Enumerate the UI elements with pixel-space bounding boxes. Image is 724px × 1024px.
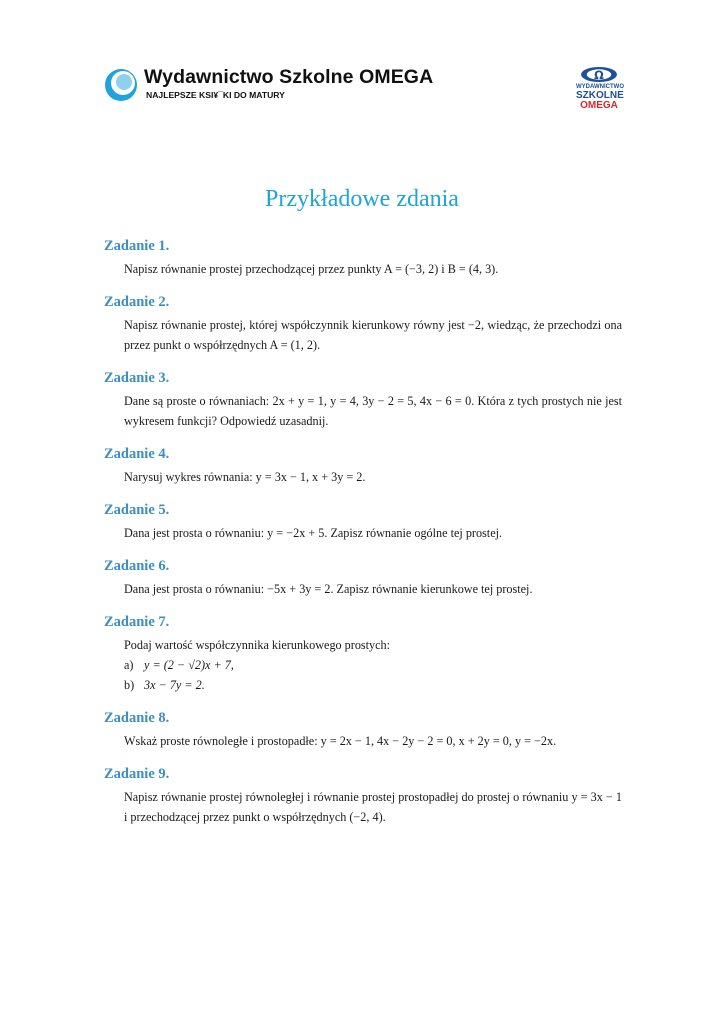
task-5	[104, 500, 622, 543]
task-9	[104, 764, 622, 827]
omega-eye-icon	[580, 66, 618, 83]
omega-logo	[576, 66, 622, 122]
task-4	[104, 444, 622, 487]
task-7	[104, 612, 622, 695]
logo-text-omega: OMEGA	[580, 100, 618, 111]
omega-symbol: Ω	[594, 67, 604, 82]
task-2	[104, 292, 622, 355]
task-text: Napisz równanie prostej przechodzącej przez punkty A = (−3, 2) i B = (4, 3).	[124, 262, 499, 276]
task-title: Zadanie 6.	[104, 558, 170, 574]
task-1	[104, 236, 622, 279]
task-8	[104, 708, 622, 751]
task-title: Zadanie 9.	[104, 766, 170, 782]
task-title: Zadanie 1.	[104, 238, 170, 254]
item-label: a)	[124, 658, 134, 672]
publisher-header	[104, 66, 624, 126]
task-text-block	[104, 635, 622, 695]
task-title: Zadanie 4.	[104, 446, 170, 462]
task-6	[104, 556, 622, 599]
task-title: Zadanie 7.	[104, 614, 170, 630]
task-text: Wskaż proste równoległe i prostopadłe: y = 2x − 1, 4x − 2y − 2 = 0, x + 2y = 0, y = −2x.	[124, 734, 557, 748]
item-equation: 3x − 7y = 2.	[144, 678, 205, 692]
task-title: Zadanie 5.	[104, 502, 170, 518]
item-label: b)	[124, 678, 135, 692]
task-text: Podaj wartość współczynnika kierunkowego prostych:	[124, 638, 391, 652]
task-text: Narysuj wykres równania: y = 3x − 1, x + 3y = 2.	[124, 470, 366, 484]
list-item	[124, 655, 622, 675]
task-text: Dana jest prosta o równaniu: y = −2x + 5. Zapisz równanie ogólne tej prostej.	[124, 526, 503, 540]
publisher-name: Wydawnictwo Szkolne OMEGA	[144, 66, 434, 88]
logo-text-szkolne: SZKOLNE	[576, 90, 624, 101]
task-3	[104, 368, 622, 431]
task-text: Napisz równanie prostej, której współczynnik kierunkowy równy jest −2, wiedząc, że przechodzi ona przez punkt o współrzędnych A = (1, 2).	[124, 318, 622, 352]
publisher-logo-icon	[104, 68, 138, 102]
item-equation: y = (2 − √2)x + 7,	[144, 658, 234, 672]
logo-text-wydawnictwo: WYDAWNICTWO	[576, 84, 624, 90]
task-text: Napisz równanie prostej równoległej i równanie prostej prostopadłej do prostej o równaniu y = 3x − 1 i przechodzącej przez punkt o współrzędnych (−2, 4).	[124, 790, 622, 824]
task-text: Dana jest prosta o równaniu: −5x + 3y = 2. Zapisz równanie kierunkowe tej prostej.	[124, 582, 533, 596]
task-title: Zadanie 3.	[104, 370, 170, 386]
publisher-tagline: NAJLEPSZE KSI¥¯KI DO MATURY	[146, 90, 285, 100]
list-item	[124, 675, 622, 695]
task-text: Dane są proste o równaniach: 2x + y = 1, y = 4, 3y − 2 = 5, 4x − 6 = 0. Która z tych prostych nie jest wykresem funkcji? Odpowiedź uzasadnij.	[124, 394, 622, 428]
page-title: Przykładowe zdania	[265, 186, 459, 212]
task-list	[104, 236, 622, 840]
task-title: Zadanie 8.	[104, 710, 170, 726]
task-title: Zadanie 2.	[104, 294, 170, 310]
